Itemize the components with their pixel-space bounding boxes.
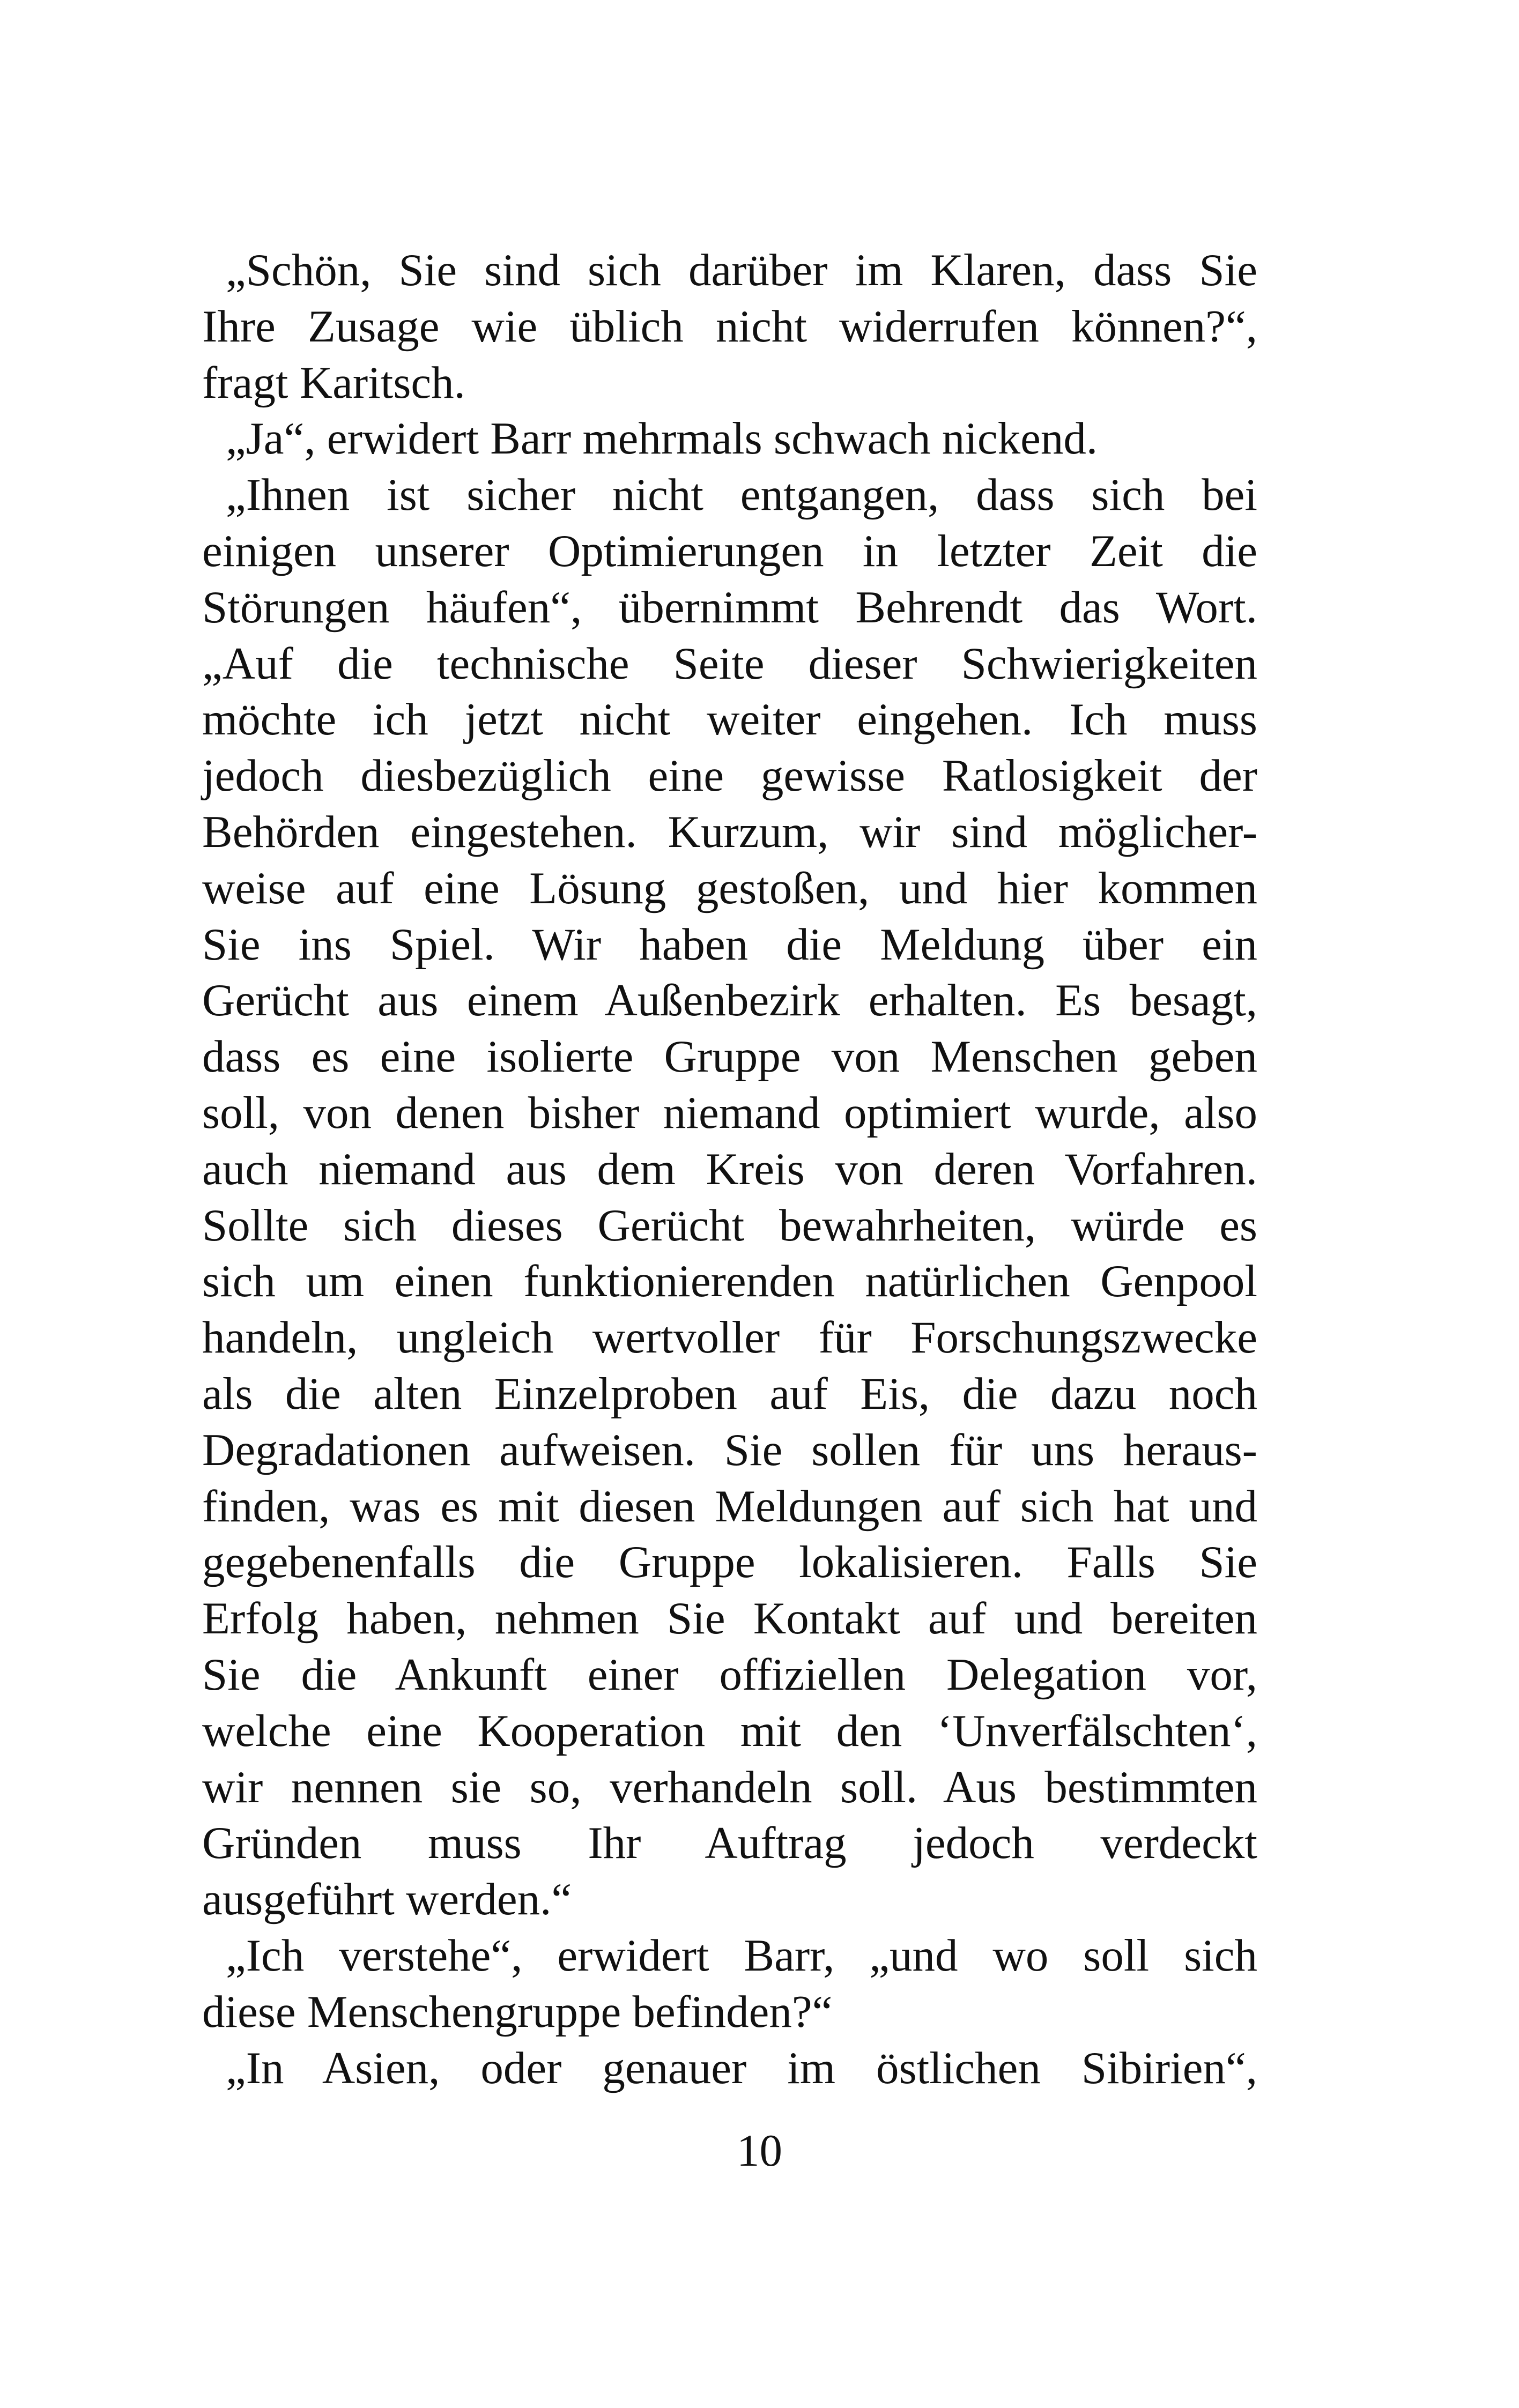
text-line: sich um einen funktionierenden natürlichen Genpool bbox=[202, 1256, 1257, 1307]
text-line: Sie ins Spiel. Wir haben die Meldung über ein bbox=[202, 919, 1257, 970]
text-line: wir nennen sie so, verhandeln soll. Aus bestimmten bbox=[202, 1762, 1257, 1812]
text-line: finden, was es mit diesen Meldungen auf sich hat und bbox=[202, 1481, 1257, 1532]
text-line: „Ja“, erwidert Barr mehrmals schwach nickend. bbox=[226, 413, 1098, 464]
text-line: Gerücht aus einem Außenbezirk erhalten. Es besagt, bbox=[202, 975, 1257, 1026]
text-line: Störungen häufen“, übernimmt Behrendt das Wort. bbox=[202, 582, 1257, 633]
text-line: welche eine Kooperation mit den ‘Unverfälschten‘, bbox=[202, 1705, 1257, 1756]
text-line: dass es eine isolierte Gruppe von Menschen geben bbox=[202, 1031, 1257, 1082]
text-line: ausgeführt werden.“ bbox=[202, 1874, 572, 1925]
text-line: Erfolg haben, nehmen Sie Kontakt auf und bereiten bbox=[202, 1593, 1257, 1644]
text-line: Degradationen aufweisen. Sie sollen für uns heraus- bbox=[202, 1424, 1257, 1475]
text-line: Sollte sich dieses Gerücht bewahrheiten, würde es bbox=[202, 1200, 1257, 1251]
page-number: 10 bbox=[737, 2125, 782, 2176]
text-line: handeln, ungleich wertvoller für Forschungszwecke bbox=[202, 1312, 1257, 1363]
text-line: „Ich verstehe“, erwidert Barr, „und wo soll sich bbox=[226, 1930, 1257, 1981]
text-line: „Schön, Sie sind sich darüber im Klaren, dass Sie bbox=[226, 245, 1257, 295]
text-line: einigen unserer Optimierungen in letzter Zeit die bbox=[202, 525, 1257, 576]
text-line: „In Asien, oder genauer im östlichen Sibirien“, bbox=[226, 2042, 1257, 2093]
text-line: diese Menschengruppe befinden?“ bbox=[202, 1986, 833, 2037]
text-line: Ihre Zusage wie üblich nicht widerrufen können?“, bbox=[202, 301, 1257, 352]
text-line: Gründen muss Ihr Auftrag jedoch verdeckt bbox=[202, 1818, 1257, 1869]
text-line: möchte ich jetzt nicht weiter eingehen. Ich muss bbox=[202, 694, 1257, 745]
text-line: „Auf die technische Seite dieser Schwierigkeiten bbox=[202, 638, 1257, 689]
text-line: als die alten Einzelproben auf Eis, die dazu noch bbox=[202, 1368, 1257, 1419]
text-line: auch niemand aus dem Kreis von deren Vorfahren. bbox=[202, 1143, 1257, 1194]
text-line: soll, von denen bisher niemand optimiert wurde, also bbox=[202, 1087, 1257, 1138]
text-line: fragt Karitsch. bbox=[202, 357, 465, 408]
body-text bbox=[202, 242, 1257, 2096]
text-line: gegebenenfalls die Gruppe lokalisieren. Falls Sie bbox=[202, 1537, 1257, 1588]
text-line: Sie die Ankunft einer offiziellen Delegation vor, bbox=[202, 1649, 1257, 1700]
text-line: Behörden eingestehen. Kurzum, wir sind möglicher- bbox=[202, 806, 1257, 857]
text-line: „Ihnen ist sicher nicht entgangen, dass sich bei bbox=[226, 470, 1257, 521]
text-line: weise auf eine Lösung gestoßen, und hier kommen bbox=[202, 863, 1257, 913]
text-line: jedoch diesbezüglich eine gewisse Ratlosigkeit der bbox=[202, 750, 1257, 801]
